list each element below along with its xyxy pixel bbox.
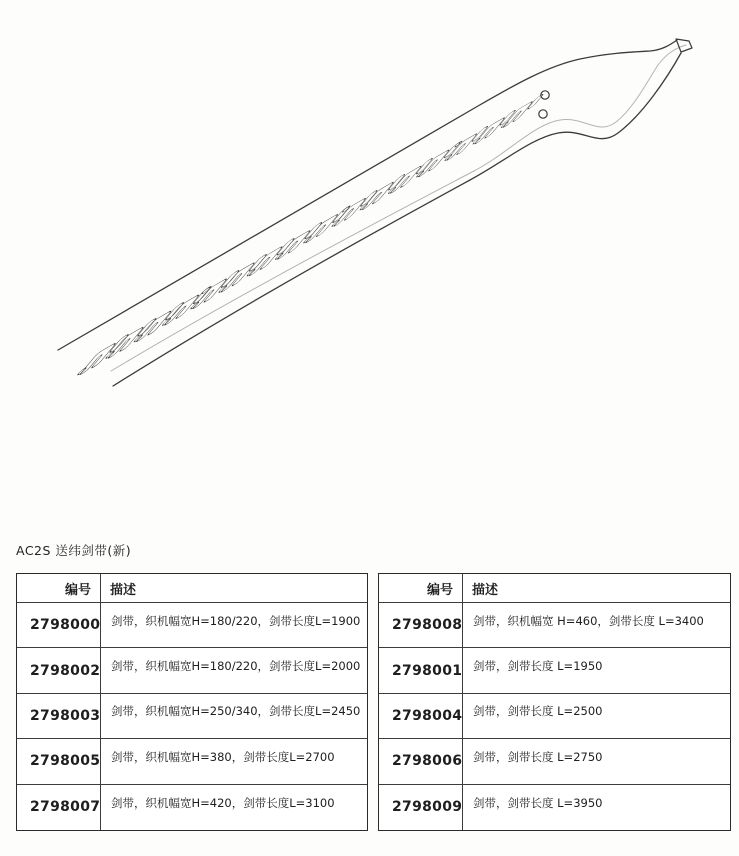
page-title: AC2S 送纬剑带(新) bbox=[16, 543, 132, 558]
part-number: 2798002 bbox=[17, 648, 101, 693]
part-number: 2798006 bbox=[379, 739, 463, 784]
part-desc: 剑带，织机幅宽H=380，剑带长度L=2700 bbox=[101, 739, 367, 784]
tape-slot-unit bbox=[357, 173, 406, 212]
tape-slot-unit bbox=[244, 237, 295, 279]
tape-slot-unit bbox=[103, 317, 157, 361]
part-number: 2798004 bbox=[379, 694, 463, 739]
part-number: 2798008 bbox=[379, 603, 463, 648]
part-number: 2798005 bbox=[17, 739, 101, 784]
tape-slot-unit bbox=[216, 253, 268, 295]
column-header-id: 编号 bbox=[17, 574, 101, 603]
part-number: 2798000 bbox=[17, 603, 101, 648]
parts-table-left bbox=[16, 573, 368, 831]
tape-slot-unit bbox=[160, 285, 213, 328]
tape-slot-unit bbox=[327, 189, 379, 231]
tape-slot-unit bbox=[185, 269, 241, 313]
tape-slot-unit bbox=[273, 221, 324, 262]
part-desc: 剑带，织机幅宽H=180/220，剑带长度L=2000 bbox=[101, 648, 367, 693]
rapier-tape-svg bbox=[0, 8, 739, 478]
part-desc: 剑带，织机幅宽H=180/220，剑带长度L=1900 bbox=[101, 603, 367, 648]
tape-slot-unit bbox=[471, 109, 517, 146]
parts-table-right bbox=[378, 573, 731, 831]
tape-slot-unit bbox=[131, 301, 185, 345]
part-desc: 剑带，剑带长度 L=3950 bbox=[473, 795, 603, 810]
tape-slot-unit bbox=[75, 333, 130, 378]
part-desc: 剑带，剑带长度 L=2500 bbox=[463, 694, 730, 739]
column-header-desc: 描述 bbox=[463, 574, 730, 603]
part-desc: 剑带，剑带长度 L=1950 bbox=[463, 648, 730, 693]
part-number: 2798001 bbox=[379, 648, 463, 693]
column-header-desc: 描述 bbox=[101, 574, 367, 603]
part-number: 2798003 bbox=[17, 694, 101, 739]
part-desc: 剑带，织机幅宽H=250/340，剑带长度L=2450 bbox=[101, 694, 367, 739]
rapier-tape-drawing bbox=[0, 8, 739, 478]
part-desc: 剑带，织机幅宽 H=460，剑带长度 L=3400 bbox=[463, 603, 730, 648]
part-desc: 剑带，剑带长度 L=2750 bbox=[463, 739, 730, 784]
part-desc: 剑带，织机幅宽H=420，剑带长度L=3100 bbox=[111, 795, 335, 810]
part-number: 2798007 bbox=[17, 785, 101, 830]
tape-slot-unit bbox=[440, 125, 489, 165]
tape-slot-unit bbox=[414, 141, 461, 179]
part-number: 2798009 bbox=[379, 785, 463, 830]
tape-slot-unit bbox=[499, 93, 545, 130]
tape-slot-unit bbox=[386, 157, 434, 196]
column-header-id: 编号 bbox=[379, 574, 463, 603]
